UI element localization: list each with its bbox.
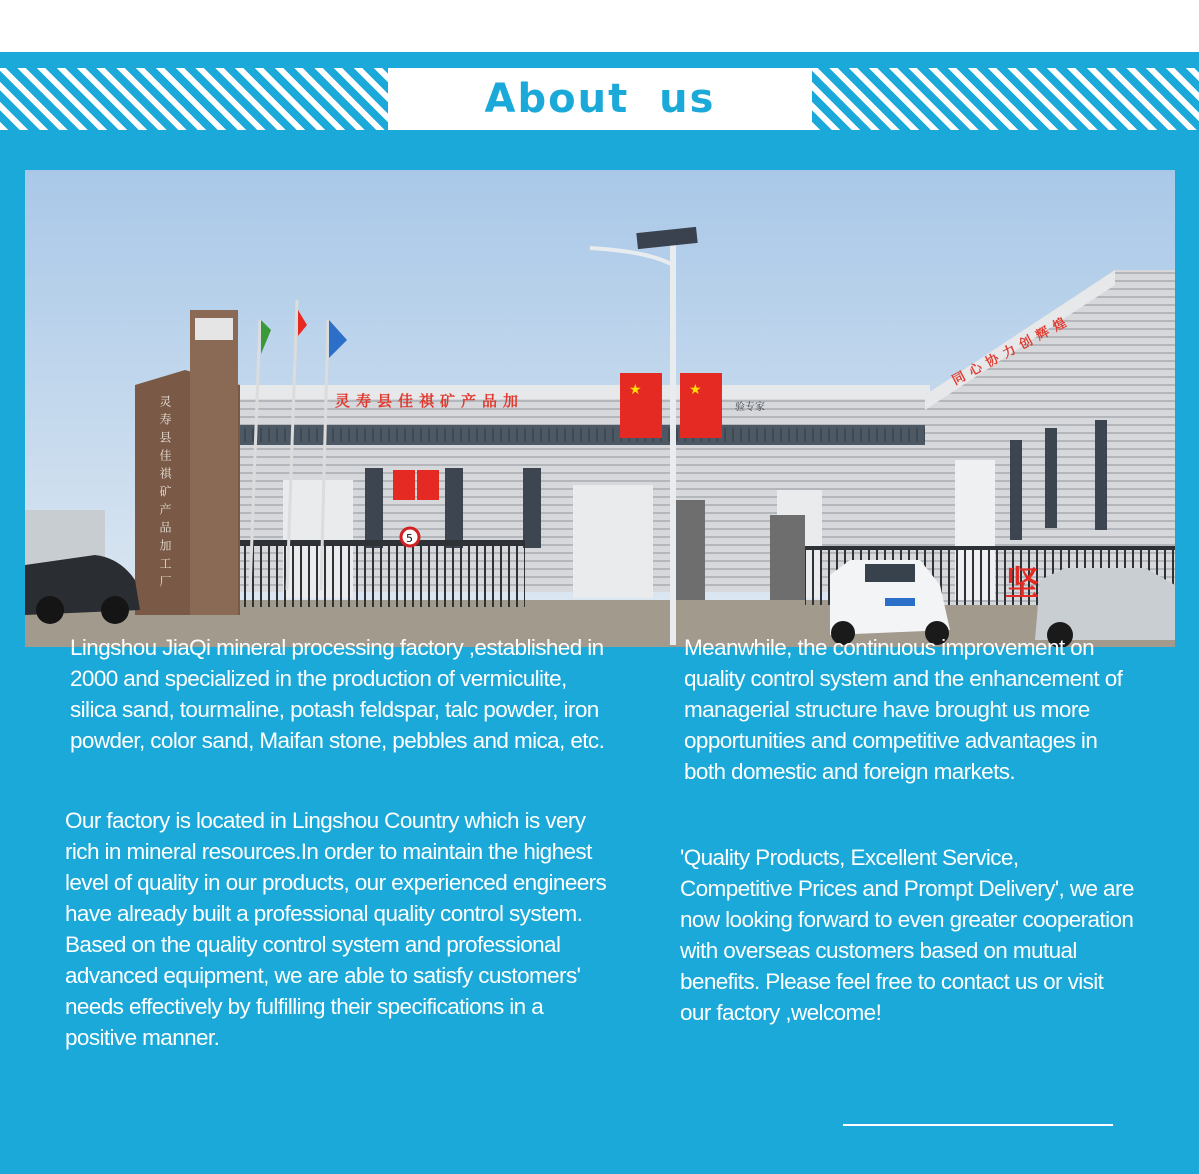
paragraph-improvement: Meanwhile, the continuous improvement on quality control system and the enhancement of managerial structure have brought us more opportunities and competitive advantages in both domestic and foreign markets. (684, 635, 1123, 784)
pillar-text: 灵寿县佳祺矿产品加工厂 (158, 395, 172, 593)
section-title: About us (484, 76, 716, 122)
speed-sign-text: 5 (406, 532, 413, 545)
flag-star-2: ★ (689, 382, 702, 398)
paragraph-motto: 'Quality Products, Excellent Service, Competitive Prices and Prompt Delivery', we are now looking forward to even greater cooperation with overseas customers based on mutual benefits. Please feel free to contact us or visit our factory ,welcome! (680, 845, 1134, 1025)
decorative-stripes-left (0, 68, 388, 130)
factory-photo (25, 170, 1175, 647)
title-banner (388, 68, 812, 130)
factory-sign-text: 灵寿县佳祺矿产品加 (335, 392, 525, 410)
flag-star-1: ★ (629, 382, 642, 398)
decorative-stripes-right (812, 68, 1199, 130)
paragraph-intro: Lingshou JiaQi mineral processing factory ,established in 2000 and specialized in the production of vermiculite, silica sand, tourmaline, potash feldspar, talc powder, iron powder, color sand, Maifan stone, pebbles and mica, etc. (70, 635, 605, 753)
factory-illustration (25, 170, 1175, 647)
divider-line (843, 1124, 1113, 1126)
paragraph-location: Our factory is located in Lingshou Country which is very rich in mineral resources.In order to maintain the highest level of quality in our products, our experienced engineers have already built a professional quality control system. Based on the quality control system and professional advanced equipment, we are able to satisfy customers' needs effectively by fulfilling their specifications in a positive manner. (65, 808, 607, 1050)
building-sign-text: 同心协力创辉煌 (949, 312, 1075, 389)
factory-sign-text-right: 验专家 (735, 402, 765, 413)
wall-character: 坚 (1005, 564, 1039, 604)
